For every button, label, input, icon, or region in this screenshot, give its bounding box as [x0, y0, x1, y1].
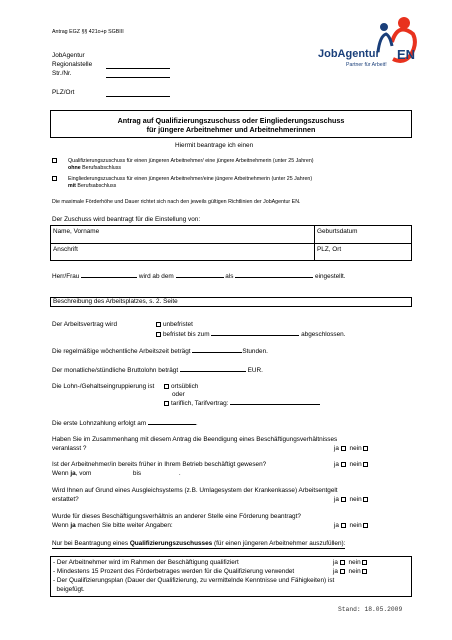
qual-heading-post: (für einen jüngeren Arbeitnehmer auszufüllen):: [212, 540, 346, 547]
street-line[interactable]: [106, 77, 170, 78]
lohn-oder: oder: [172, 391, 185, 398]
checkbox-befristet[interactable]: [156, 332, 161, 337]
checkbox-tariflich[interactable]: [164, 401, 169, 406]
arbeitszeit-label: Die regelmäßige wöchentliche Arbeitszeit beträgt: [52, 348, 191, 355]
q1-text-b: veranlasst ?: [52, 445, 87, 452]
logo-jobagentur-text: JobAgentur: [318, 48, 380, 60]
abgeschlossen-label: abgeschlossen.: [301, 331, 346, 338]
vertrag-label: Der Arbeitsvertrag wird: [52, 321, 117, 328]
qual-heading-bold: Qualifizierungszuschusses: [129, 540, 213, 547]
q1-text-a: Haben Sie im Zusammenhang mit diesem Antrag die Beendigung eines Beschäftigungsverhältnisses: [52, 436, 338, 443]
qual-2-ja-checkbox[interactable]: [340, 569, 345, 574]
checkbox-eingliederung[interactable]: [52, 176, 57, 181]
ortsueblich-label: ortsüblich: [171, 383, 199, 390]
option-eingliederung-mit: mit: [68, 183, 76, 189]
q4-ja-bold: ja: [70, 522, 76, 529]
vertrag-befristet: [156, 330, 346, 339]
option-qualifizierung: [52, 158, 422, 171]
q2-wenn: Wenn: [52, 470, 71, 477]
checkbox-ortsueblich[interactable]: [164, 384, 169, 389]
stunden-label: Stunden.: [242, 348, 268, 355]
q2-ja-checkbox[interactable]: [341, 462, 346, 467]
erste-lohnzahlung-row: Die erste Lohnzahlung erfolgt am .: [52, 420, 198, 427]
tarifvertrag-line[interactable]: [230, 399, 320, 405]
q1-ja-checkbox[interactable]: [341, 446, 346, 451]
herr-frau-row: [52, 272, 346, 281]
qual-2-answers: [333, 568, 369, 576]
q1-ja-label: ja: [334, 445, 339, 452]
anschrift-field[interactable]: Anschrift: [53, 246, 78, 253]
qual-heading: [52, 540, 345, 549]
option-qualifizierung-sub: Berufsabschluss: [80, 165, 121, 171]
q1-nein-checkbox[interactable]: [363, 446, 368, 451]
qual-2-nein-label: nein: [348, 568, 361, 575]
qual-1-nein-checkbox[interactable]: [362, 560, 367, 565]
title-line-1: Antrag auf Qualifizierungszuschuss oder Eingliederungszuschuss: [117, 116, 345, 125]
arbeitszeit-line[interactable]: [192, 347, 242, 353]
checkbox-qualifizierung[interactable]: [52, 158, 57, 163]
q2-text-a: Ist der Arbeitnehmer/in bereits früher in Ihrem Betrieb beschäftigt gewesen?: [52, 461, 267, 468]
q4-ja-label: ja: [334, 522, 339, 529]
q3-text-b: erstattet?: [52, 496, 79, 503]
q2-vom: , vom: [75, 470, 92, 477]
q4-nein-checkbox[interactable]: [363, 523, 368, 528]
q4-angaben: machen Sie bitte weiter Angaben:: [75, 522, 173, 529]
title-line-2: für jüngere Arbeitnehmer und Arbeitnehmerinnen: [146, 125, 316, 134]
vertrag-unbefristet: [156, 321, 193, 329]
q2-nein-checkbox[interactable]: [363, 462, 368, 467]
qual-1-ja-checkbox[interactable]: [340, 560, 345, 565]
title-box: [50, 110, 412, 138]
qual-1-nein-label: nein: [348, 559, 361, 566]
q2-dot: .: [178, 470, 181, 477]
q4-text-b: [52, 522, 173, 530]
beschreibung-label: Beschreibung des Arbeitsplatzes, s. 2. Seite: [53, 298, 178, 305]
q2-ja-bold: ja: [70, 470, 76, 477]
name-field[interactable]: Name, Vorname: [53, 228, 100, 235]
lohn-ortsueblich: [164, 383, 198, 391]
q3-ja-checkbox[interactable]: [341, 497, 346, 502]
plz-line[interactable]: [106, 96, 170, 97]
logo-tagline: Partner für Arbeit!: [346, 62, 387, 68]
q3-text-a: Wird Ihnen auf Grund eines Ausgleichsystems (z.B. Umlagesystem der Krankenkasse) Arbeitsentgelt: [52, 487, 338, 494]
bruttolohn-label: Der monatliche/stündliche Bruttolohn beträgt: [52, 367, 179, 374]
qual-2-ja-label: ja: [333, 568, 338, 575]
herr-frau-label: Herr/Frau: [52, 273, 80, 280]
tariflich-label: tariflich, Tarifvertrag:: [171, 400, 229, 407]
q4-nein-label: nein: [349, 522, 362, 529]
q3-nein-checkbox[interactable]: [363, 497, 368, 502]
person-table: [50, 225, 412, 261]
stand-date: Stand: 18.05.2009: [338, 606, 403, 613]
befristet-date-line[interactable]: [211, 330, 299, 336]
jobagentur-logo: [318, 14, 418, 74]
erste-lohnzahlung-line[interactable]: [148, 419, 196, 425]
zuschuss-label: Der Zuschuss wird beantragt für die Einstellung von:: [52, 216, 201, 223]
q3-nein-label: nein: [349, 496, 362, 503]
qual-line-2: - Mindestens 15 Prozent des Förderbetrages werden für die Qualifizierung verwendet: [53, 568, 295, 575]
arbeitszeit-row: [52, 347, 268, 356]
beschreibung-box: [50, 297, 412, 307]
regionalstelle-line[interactable]: [106, 68, 170, 69]
erste-lohnzahlung-label: Die erste Lohnzahlung erfolgt am: [52, 420, 147, 427]
intro-text: Hiermit beantrage ich einen: [175, 142, 254, 149]
qual-2-nein-checkbox[interactable]: [362, 569, 367, 574]
bruttolohn-line[interactable]: [180, 366, 246, 372]
bruttolohn-row: [52, 366, 263, 375]
option-qualifizierung-ohne: ohne: [68, 165, 81, 171]
option-eingliederung-text: Eingliederungszuschuss für einen jüngeren Arbeitnehmer/eine jüngere Arbeitnehmerin (unter 25 Jahren): [68, 176, 313, 182]
ab-dem-line[interactable]: [176, 272, 224, 278]
form-reference: Antrag EGZ §§ 421o+p SGBIII: [52, 29, 124, 35]
q3-ja-label: ja: [334, 496, 339, 503]
plz-ort-field[interactable]: PLZ, Ort: [317, 246, 342, 253]
qual-heading-pre: Nur bei Beantragung eines: [52, 540, 130, 547]
eur-label: EUR.: [247, 367, 263, 374]
q2-nein-label: nein: [349, 461, 362, 468]
logo-en-text: EN: [397, 47, 416, 62]
qual-box: [50, 556, 412, 597]
address-plz-label: PLZ/Ort: [52, 89, 75, 96]
qual-line-3: - Der Qualifizierungsplan (Dauer der Qualifizierung, zu vermittelnde Kenntnisse und Fähigkeiten) ist: [53, 577, 335, 584]
lohn-label: Die Lohn-/Gehaltseingruppierung ist: [52, 383, 155, 390]
lohn-tariflich: [164, 399, 320, 408]
q4-ja-checkbox[interactable]: [341, 523, 346, 528]
q1-answers: [334, 445, 370, 453]
option-qualifizierung-text: Qualifizierungszuschuss für einen jüngeren Arbeitnehmer/ eine jüngere Arbeitnehmerin (unter 25 Jahren): [68, 158, 314, 164]
als-line[interactable]: [235, 272, 313, 278]
q4-answers: [334, 522, 370, 530]
qual-1-answers: [333, 559, 369, 567]
checkbox-unbefristet[interactable]: [156, 322, 161, 327]
q2-dates-row: [52, 470, 181, 478]
q2-ja-label: ja: [334, 461, 339, 468]
qual-line-1: - Der Arbeitnehmer wird im Rahmen der Beschäftigung qualifiziert: [53, 559, 239, 566]
als-label: als: [225, 273, 234, 280]
address-regionalstelle-label: Regionalstelle: [52, 61, 93, 68]
geburtsdatum-field[interactable]: Geburtsdatum: [317, 228, 358, 235]
unbefristet-label: unbefristet: [163, 321, 193, 328]
q2-answers: [334, 461, 370, 469]
max-foerderung-note: Die maximale Förderhöhe und Dauer richtet sich nach den jeweils gültigen Richtlinien der JobAgentur EN.: [52, 199, 301, 205]
eingestellt-label: eingestellt.: [315, 273, 346, 280]
address-jobagentur: JobAgentur: [52, 52, 85, 59]
befristet-label: befristet bis zum: [163, 331, 210, 338]
qual-line-4: beigefügt.: [53, 586, 85, 593]
option-eingliederung-sub: Berufsabschluss: [75, 183, 117, 189]
q1-nein-label: nein: [349, 445, 362, 452]
address-street-label: Str./Nr.: [52, 70, 72, 77]
q2-bis: bis: [132, 470, 142, 477]
herr-frau-name-line[interactable]: [81, 272, 137, 278]
q3-answers: [334, 496, 370, 504]
option-eingliederung: [52, 176, 422, 189]
q4-text-a: Wurde für dieses Beschäftigungsverhältnis an anderer Stelle eine Förderung beantragt?: [52, 513, 301, 520]
q4-wenn: Wenn: [52, 522, 71, 529]
qual-1-ja-label: ja: [333, 559, 338, 566]
ab-dem-label: wird ab dem: [138, 273, 174, 280]
